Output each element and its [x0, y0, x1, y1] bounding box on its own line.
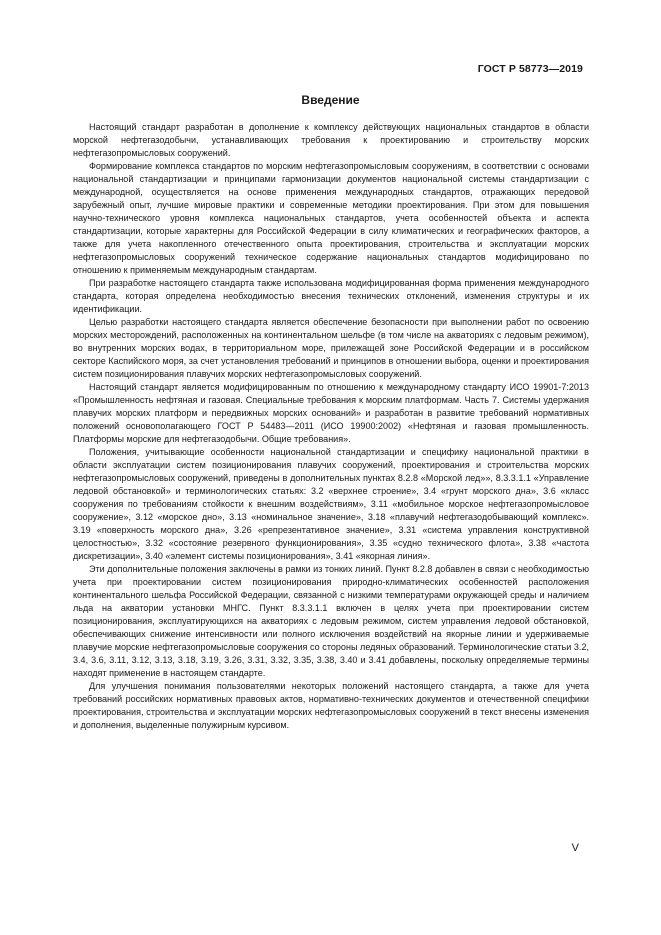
paragraph: Целью разработки настоящего стандарта является обеспечение безопасности при выполнении работ по освоению морских месторождений, расположенных на континентальном шельфе (в том числе на акваториях с ледовым режимом), во внутренних морских водах, в территориальном море, прилежащей зоне Российской Федерации и в российском секторе Каспийского моря, за счет установления требований и принципов в отношении выбора, оценки и проектирования систем позиционирования плавучих морских нефтегазопромысловых сооружений. [73, 317, 589, 379]
standard-id: ГОСТ Р 58773—2019 [477, 63, 583, 75]
paragraph: Настоящий стандарт разработан в дополнение к комплексу действующих национальных стандартов в области морской нефтегазодобычи, устанавливающих требования к проектированию и строительству морских нефтегазопромысловых сооружений. [73, 122, 589, 158]
paragraph: При разработке настоящего стандарта также использована модифицированная форма применения международного стандарта, которая определена необходимостью внесения технических отклонений, изменения структуры и их идентификации. [73, 278, 589, 314]
paragraph: Настоящий стандарт является модифицированным по отношению к международному стандарту ИСО 19901-7:2013 «Промышленность нефтяная и газовая. Специальные требования к морским платформам. Часть 7. Системы удержания плавучих морских платформ и передвижных морских оснований» и разработан в развитие требований нормативных положений основополагающего ГОСТ Р 54483—2011 (ИСО 19900:2002) «Нефтяная и газовая промышленность. Платформы морские для нефтегазодобычи. Общие требования». [73, 382, 589, 444]
section-body [73, 121, 589, 732]
paragraph: Положения, учитывающие особенности национальной стандартизации и специфику национальной практики в области эксплуатации систем позиционирования плавучих сооружений, проектирования и строительства морских нефтегазопромысловых сооружений, приведены в дополнительных пунктах 8.2.8 «Морской лед»», 8.3.3.1.1 «Управление ледовой обстановкой» и терминологических статьях: 3.2 «верхнее строение», 3.4 «грунт морского дна», 3.6 «класс сооружения по требованиям стойкости к внешним воздействиям», 3.11 «мобильное морское нефтегазопромысловое сооружение», 3.12 «морское дно», 3.13 «номинальное значение», 3.18 «плавучий нефтегазодобывающий комплекс». 3.19 «поверхность морского дна», 3.26 «репрезентативное значение», 3.31 «система управления конструктивной целостностью», 3.32 «состояние резервного функционирования», 3.35 «судно технического флота», 3.38 «частота дискретизации», 3.40 «элемент системы позиционирования», 3.41 «якорная линия». [73, 447, 589, 561]
page-number: V [571, 842, 579, 854]
paragraph: Для улучшения понимания пользователями некоторых положений настоящего стандарта, а также для учета требований российских нормативных правовых актов, нормативно-технических документов и отечественной специфики проектирования, строительства и эксплуатации морских нефтегазопромысловых сооружений в текст внесены изменения и дополнения, выделенные полужирным курсивом. [73, 681, 589, 730]
paragraph: Эти дополнительные положения заключены в рамки из тонких линий. Пункт 8.2.8 добавлен в связи с необходимостью учета при проектировании систем позиционирования природно-климатических особенностей расположения континентального шельфа Российской Федерации, связанной с низкими температурами окружающей среды и наличием льда на акватории установки МНГС. Пункт 8.3.3.1.1 включен в целях учета при проектировании систем позиционирования, эксплуатирующихся на акваториях с ледовым режимом, систем управления ледовой обстановкой, обеспечивающих снижение интенсивности или полного исключения воздействий на якорные линии и удерживаемые плавучие морские нефтегазопромысловые сооружения со стороны ледяных образований. Терминологические статьи 3.2, 3.4, 3.6, 3.11, 3.12, 3.13, 3.18, 3.19, 3.26, 3.31, 3.32, 3.35, 3.38, 3.40 и 3.41 добавлены, поскольку определяемые термины находят применение в настоящем стандарте. [73, 564, 589, 678]
paragraph: Формирование комплекса стандартов по морским нефтегазопромысловым сооружениям, в соответствии с основами национальной стандартизации и принципами гармонизации документов национальной системы стандартизации с международной, осуществляется на основе применения международных стандартов, отражающих передовой зарубежный опыт, лучшие мировые практики и современные методики проектирования. При этом для повышения научно-технического уровня комплекса национальных стандартов, учета особенностей объекта и аспекта стандартизации, которые характерны для Российской Федерации в силу климатических и географических факторов, а также для учета накопленного отечественного опыта проектирования, строительства и эксплуатации морских нефтегазопромысловых сооружений техническое содержание национальных стандартов модифицировано по отношению к применяемым международным стандартам. [73, 161, 589, 275]
section-title: Введение [301, 93, 360, 107]
